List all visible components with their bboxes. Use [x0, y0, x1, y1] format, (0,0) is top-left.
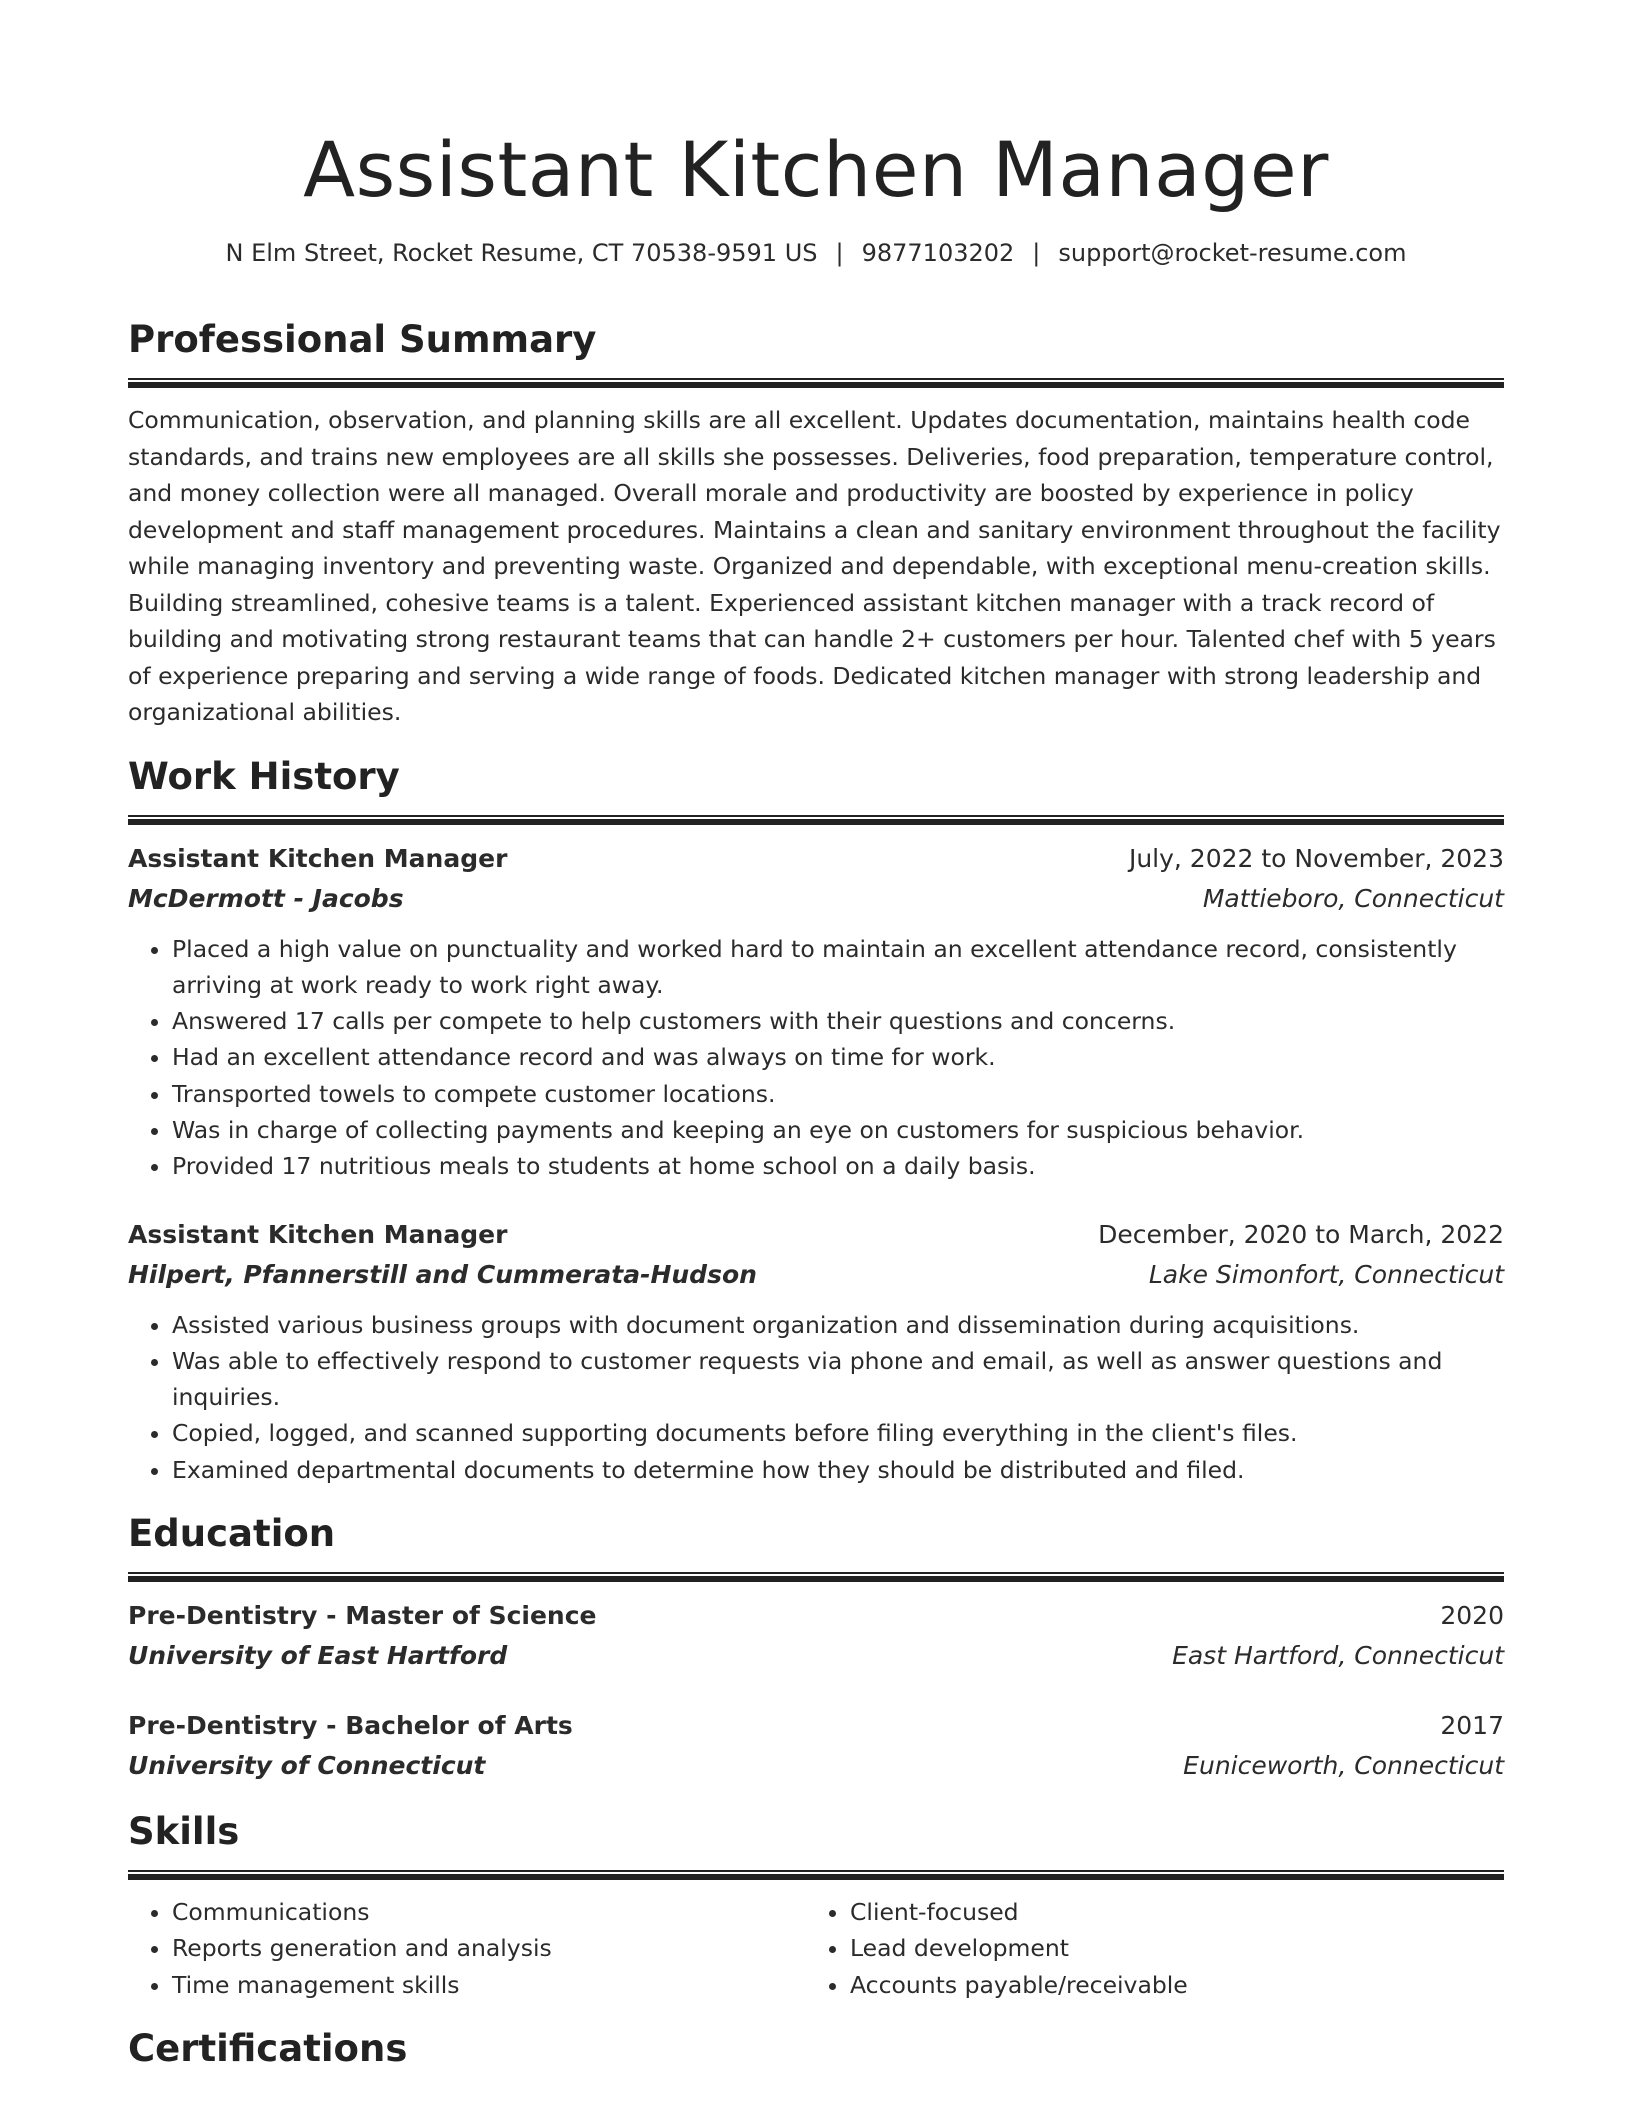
job-bullet: • Was able to effectively respond to customer requests via phone and email, as well as answer questions and inquiries.: [172, 1343, 1504, 1416]
education-degree: Pre-Dentistry - Bachelor of Arts: [128, 1711, 573, 1741]
education-year: 2020: [1440, 1601, 1504, 1631]
education-entry: [128, 1706, 1504, 1786]
skill-item: • Lead development: [850, 1930, 1484, 1966]
education-school: University of Connecticut: [128, 1751, 486, 1781]
work-history-section: [128, 753, 1504, 1489]
contact-email: support@rocket-resume.com: [1058, 239, 1407, 267]
job-bullet: • Answered 17 calls per compete to help customers with their questions and concerns.: [172, 1003, 1504, 1039]
summary-section: [128, 316, 1504, 731]
job-entry: [128, 1215, 1504, 1488]
job-bullet: • Examined departmental documents to determine how they should be distributed and filed.: [172, 1452, 1504, 1488]
job-bullet: • Was in charge of collecting payments and keeping an eye on customers for suspicious behavior.: [172, 1112, 1504, 1148]
job-bullet: • Had an excellent attendance record and was always on time for work.: [172, 1039, 1504, 1075]
skills-heading: Skills: [128, 1810, 240, 1854]
summary-heading: Professional Summary: [128, 318, 597, 361]
section-divider: [128, 378, 1504, 388]
job-bullet: • Copied, logged, and scanned supporting documents before filing everything in the client's files.: [172, 1415, 1504, 1451]
certifications-heading: Certifications: [128, 2026, 408, 2070]
work-history-heading: Work History: [128, 754, 400, 798]
job-bullets: [128, 931, 1504, 1185]
education-heading: Education: [128, 1512, 336, 1556]
resume-page: [128, 120, 1504, 2073]
skill-item: • Reports generation and analysis: [172, 1930, 806, 1966]
job-location: Mattieboro, Connecticut: [1202, 883, 1504, 913]
certifications-section: [128, 2025, 1504, 2073]
job-bullet: • Provided 17 nutritious meals to students at home school on a daily basis.: [172, 1148, 1504, 1184]
skill-item: • Accounts payable/receivable: [850, 1967, 1484, 2003]
contact-phone: 9877103202: [861, 239, 1015, 267]
education-section: [128, 1510, 1504, 1786]
skill-item: • Client-focused: [850, 1894, 1484, 1930]
job-entry: [128, 839, 1504, 1185]
skills-section: [128, 1808, 1504, 2003]
education-school: University of East Hartford: [128, 1641, 508, 1671]
education-location: Euniceworth, Connecticut: [1183, 1751, 1504, 1781]
skill-item: • Time management skills: [172, 1967, 806, 2003]
job-dates: December, 2020 to March, 2022: [1098, 1219, 1504, 1249]
job-company: McDermott - Jacobs: [128, 883, 404, 913]
section-divider: [128, 1572, 1504, 1582]
resume-name-title: Assistant Kitchen Manager: [303, 125, 1329, 214]
job-location: Lake Simonfort, Connecticut: [1148, 1259, 1504, 1289]
summary-text: Communication, observation, and planning skills are all excellent. Updates documentation, maintains health code standards, and trains new employees are all skills she possesses. Deliveries, food preparation, temperature control, and money collection were all managed. Overall morale and productivity are boosted by experience in policy development and staff management procedures. Maintains a clean and sanitary environment throughout the facility while managing inventory and preventing waste. Organized and dependable, with exceptional menu-creation skills. Building streamlined, cohesive teams is a talent. Experienced assistant kitchen manager with a track record of building and motivating strong restaurant teams that can handle 2+ customers per hour. Talented chef with 5 years of experience preparing and serving a wide range of foods. Dedicated kitchen manager with strong leadership and organizational abilities.: [128, 406, 1501, 726]
job-bullet: • Placed a high value on punctuality and worked hard to maintain an excellent attendance record, consistently arriving at work ready to work right away.: [172, 931, 1504, 1004]
section-divider: [128, 815, 1504, 825]
job-title: Assistant Kitchen Manager: [128, 1219, 508, 1249]
contact-separator: |: [835, 239, 844, 267]
skill-item: • Communications: [172, 1894, 806, 1930]
education-location: East Hartford, Connecticut: [1172, 1641, 1504, 1671]
job-title: Assistant Kitchen Manager: [128, 843, 508, 873]
job-bullet: • Assisted various business groups with document organization and dissemination during acquisitions.: [172, 1307, 1504, 1343]
education-year: 2017: [1440, 1711, 1504, 1741]
job-company: Hilpert, Pfannerstill and Cummerata-Hudson: [128, 1259, 757, 1289]
job-bullet: • Transported towels to compete customer locations.: [172, 1076, 1504, 1112]
skills-columns: [128, 1894, 1504, 2003]
skills-right-column: [806, 1894, 1484, 2003]
education-entry: [128, 1596, 1504, 1676]
job-dates: July, 2022 to November, 2023: [1128, 843, 1504, 873]
section-divider: [128, 1870, 1504, 1880]
contact-address: N Elm Street, Rocket Resume, CT 70538-9591 US: [225, 239, 818, 267]
skills-left-column: [128, 1894, 806, 2003]
contact-line: [128, 236, 1504, 270]
education-degree: Pre-Dentistry - Master of Science: [128, 1601, 597, 1631]
contact-separator: |: [1032, 239, 1041, 267]
job-bullets: [128, 1307, 1504, 1488]
